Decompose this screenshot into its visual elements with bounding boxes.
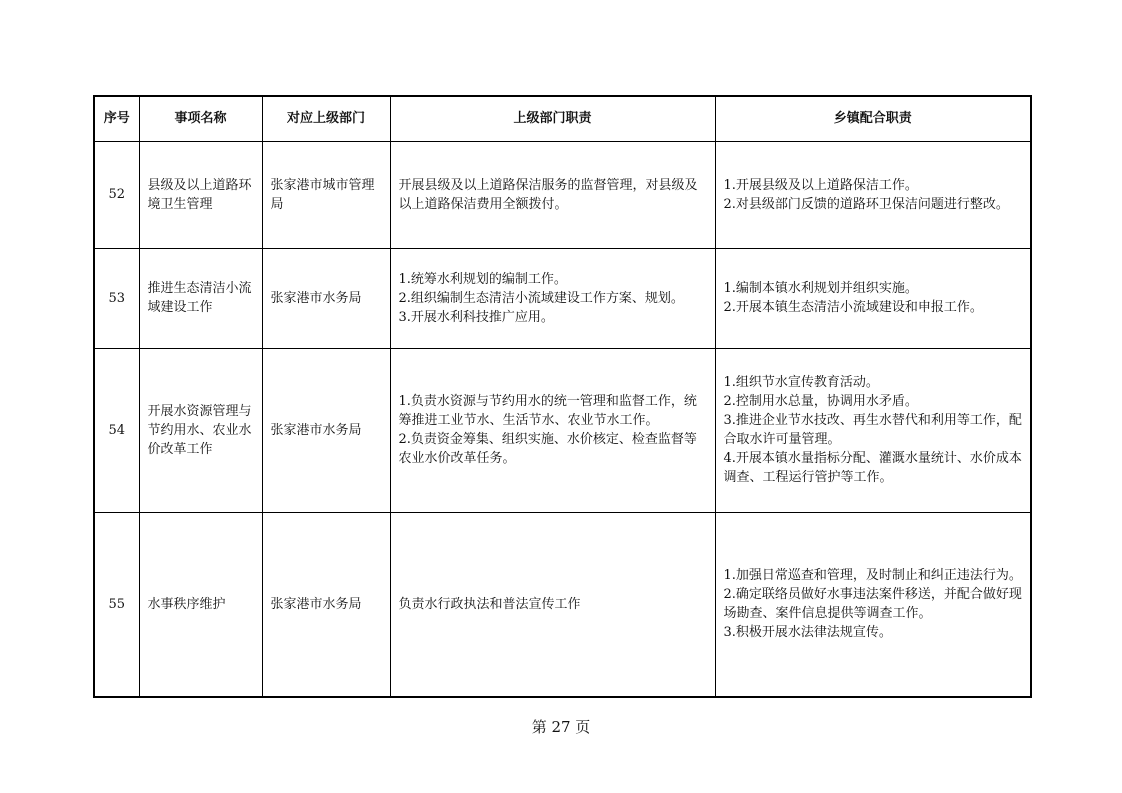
row-number: 55	[94, 512, 139, 697]
duty-line: 2.对县级部门反馈的道路环卫保洁问题进行整改。	[723, 196, 1009, 212]
duty-line: 负责水行政执法和普法宣传工作	[398, 596, 581, 612]
upper-duties-cell	[390, 348, 715, 512]
town-duties-cell	[715, 248, 1031, 348]
duty-line: 2.负责资金筹集、组织实施、水价核定、检查监督等农业水价改革任务。	[398, 432, 697, 466]
duty-line: 1.负责水资源与节约用水的统一管理和监督工作，统筹推进工业节水、生活节水、农业节水工作。	[398, 394, 697, 428]
row-number: 53	[94, 248, 139, 348]
item-name: 推进生态清洁小流域建设工作	[139, 248, 262, 348]
upper-duties-cell	[390, 512, 715, 697]
responsibility-table	[93, 95, 1032, 698]
item-name: 县级及以上道路环境卫生管理	[139, 141, 262, 248]
duty-line: 2.开展本镇生态清洁小流域建设和申报工作。	[723, 300, 983, 315]
row-number: 54	[94, 348, 139, 512]
header-item-name: 事项名称	[139, 96, 262, 141]
table-row	[94, 348, 1031, 512]
duty-line: 1.组织节水宣传教育活动。	[723, 375, 879, 390]
row-number: 52	[94, 141, 139, 248]
upper-department: 张家港市水务局	[262, 248, 390, 348]
upper-duties-cell	[390, 141, 715, 248]
duty-line: 3.推进企业节水技改、再生水替代和利用等工作，配合取水许可量管理。	[723, 413, 1022, 447]
table-header-row	[94, 96, 1031, 141]
header-upper-duties: 上级部门职责	[390, 96, 715, 141]
duty-line: 1.编制本镇水利规划并组织实施。	[723, 281, 918, 296]
item-name: 水事秩序维护	[139, 512, 262, 697]
page-number: 第 27 页	[531, 718, 591, 736]
town-duties-cell	[715, 512, 1031, 697]
upper-duties-cell	[390, 248, 715, 348]
table-row	[94, 141, 1031, 248]
duty-line: 1.统筹水利规划的编制工作。	[398, 271, 567, 287]
upper-department: 张家港市水务局	[262, 348, 390, 512]
town-duties-cell	[715, 348, 1031, 512]
duty-line: 2.组织编制生态清洁小流域建设工作方案、规划。	[398, 290, 684, 306]
header-number: 序号	[94, 96, 139, 141]
duty-line: 开展县级及以上道路保洁服务的监督管理，对县级及以上道路保洁费用全额拨付。	[398, 177, 698, 212]
duty-line: 3.积极开展水法律法规宣传。	[723, 625, 892, 641]
duty-line: 2.控制用水总量，协调用水矛盾。	[723, 394, 918, 409]
item-name: 开展水资源管理与节约用水、农业水价改革工作	[139, 348, 262, 512]
upper-department: 张家港市水务局	[262, 512, 390, 697]
table-row	[94, 248, 1031, 348]
header-town-duties: 乡镇配合职责	[715, 96, 1031, 141]
upper-department: 张家港市城市管理局	[262, 141, 390, 248]
duty-line: 4.开展本镇水量指标分配、灌溉水量统计、水价成本调查、工程运行管护等工作。	[723, 451, 1022, 485]
header-upper-dept: 对应上级部门	[262, 96, 390, 141]
town-duties-cell	[715, 141, 1031, 248]
table-row	[94, 512, 1031, 697]
duty-line: 1.开展县级及以上道路保洁工作。	[723, 177, 918, 193]
duty-line: 3.开展水利科技推广应用。	[398, 309, 554, 325]
duty-line: 1.加强日常巡查和管理，及时制止和纠正违法行为。	[723, 568, 1022, 584]
duty-line: 2.确定联络员做好水事违法案件移送，并配合做好现场勘查、案件信息提供等调查工作。	[723, 587, 1022, 622]
